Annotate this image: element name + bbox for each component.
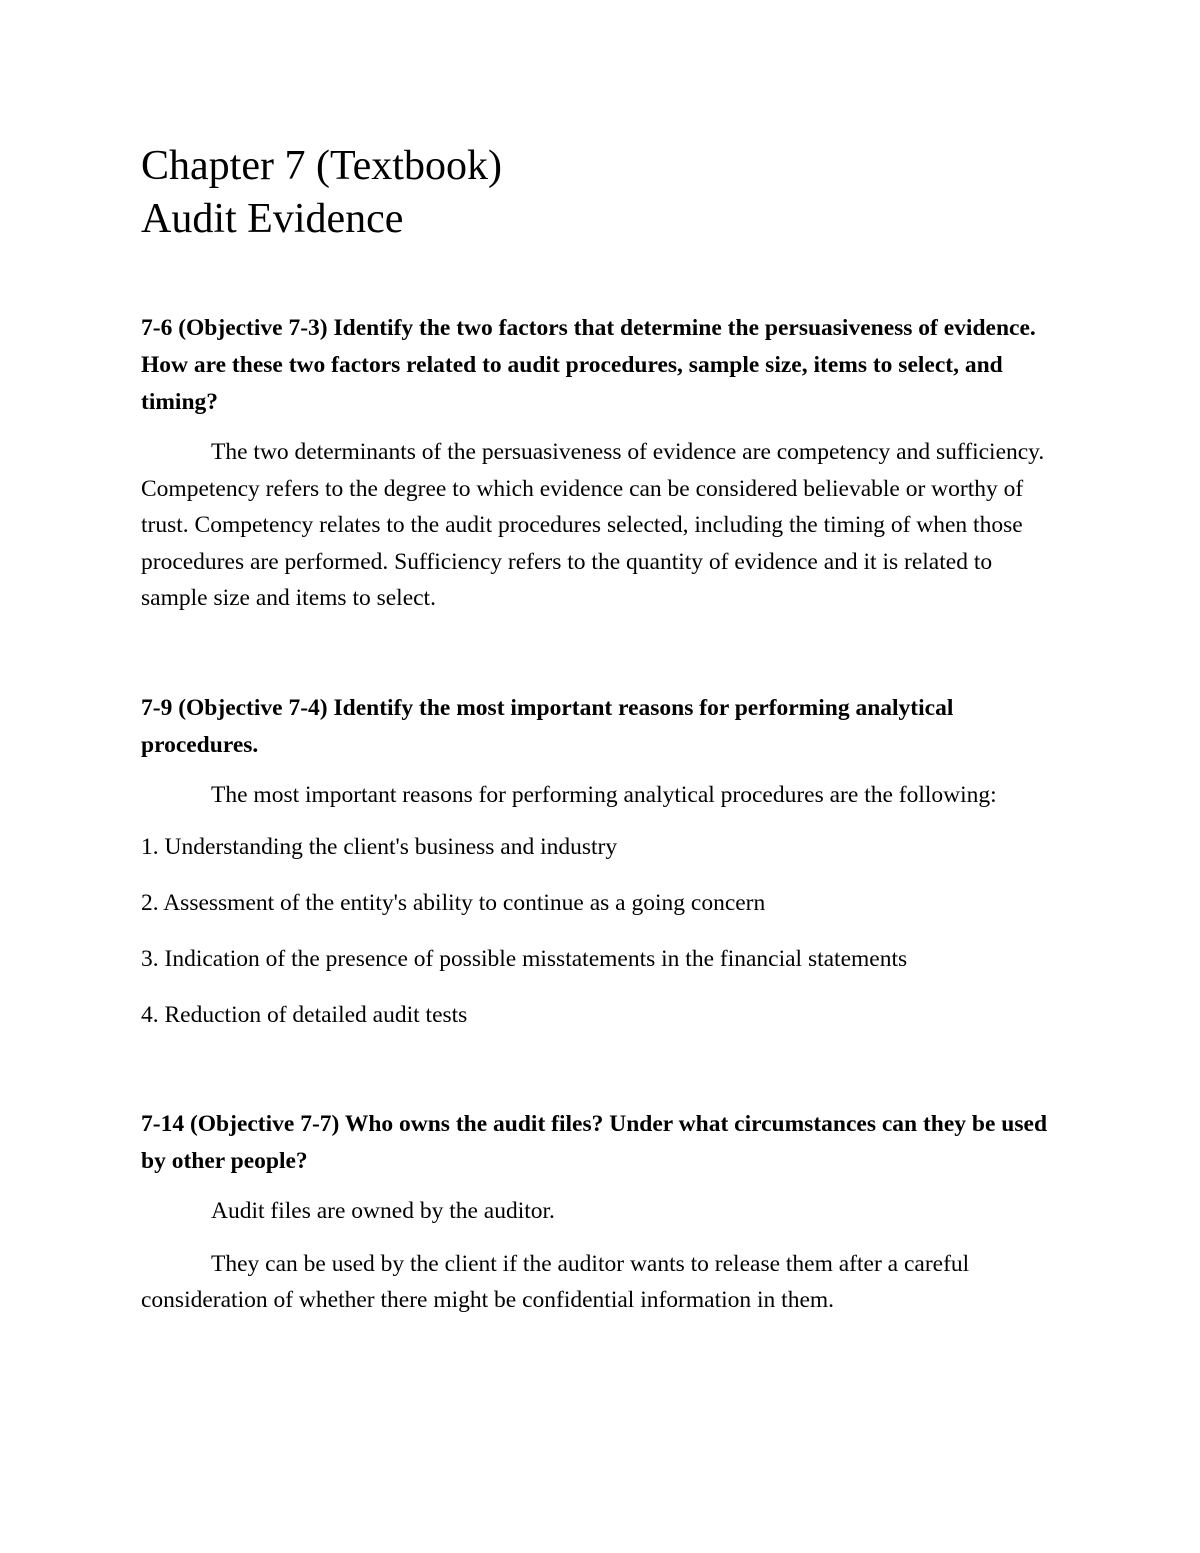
answer-paragraph: The two determinants of the persuasiveness of evidence are competency and sufficiency. Competency refers to the degree to which evidence can be considered believable or worthy of trust. Competency relates to the audit procedures selected, including the timing of when those procedures are performed. Sufficiency refers to the quantity of evidence and it is related to sample size and items to select. [141,439,1045,611]
question-heading: 7-14 (Objective 7-7) Who owns the audit files? Under what circumstances can they be used by other people? [141,1111,1048,1174]
question-heading: 7-9 (Objective 7-4) Identify the most important reasons for performing analytical procedures. [141,694,954,758]
list-item: 1. Understanding the client's business and industry [141,834,618,860]
answer-paragraph: Audit files are owned by the auditor. [211,1198,555,1224]
section-spacer [141,1053,1061,1106]
question-section-7-6 [141,310,1061,617]
list-item: 2. Assessment of the entity's ability to continue as a going concern [141,890,766,916]
answer-paragraph: The most important reasons for performing analytical procedures are the following: [211,781,997,808]
question-section-7-9 [141,690,1061,1034]
document-title [141,140,1061,246]
list-item: 3. Indication of the presence of possible misstatements in the financial statements [141,946,908,972]
answer-paragraph: They can be used by the client if the auditor wants to release them after a careful consideration of whether there might be confidential information in them. [141,1250,970,1313]
question-section-7-14 [141,1106,1061,1319]
chapter-title: Chapter 7 (Textbook) [141,143,502,189]
chapter-subtitle: Audit Evidence [141,196,404,242]
question-heading: 7-6 (Objective 7-3) Identify the two factors that determine the persuasiveness of evidence. How are these two factors related to audit procedures, sample size, items to select, and timing? [141,315,1036,415]
list-item: 4. Reduction of detailed audit tests [141,1002,468,1028]
section-spacer [141,633,1061,690]
document-page [141,140,1061,1335]
